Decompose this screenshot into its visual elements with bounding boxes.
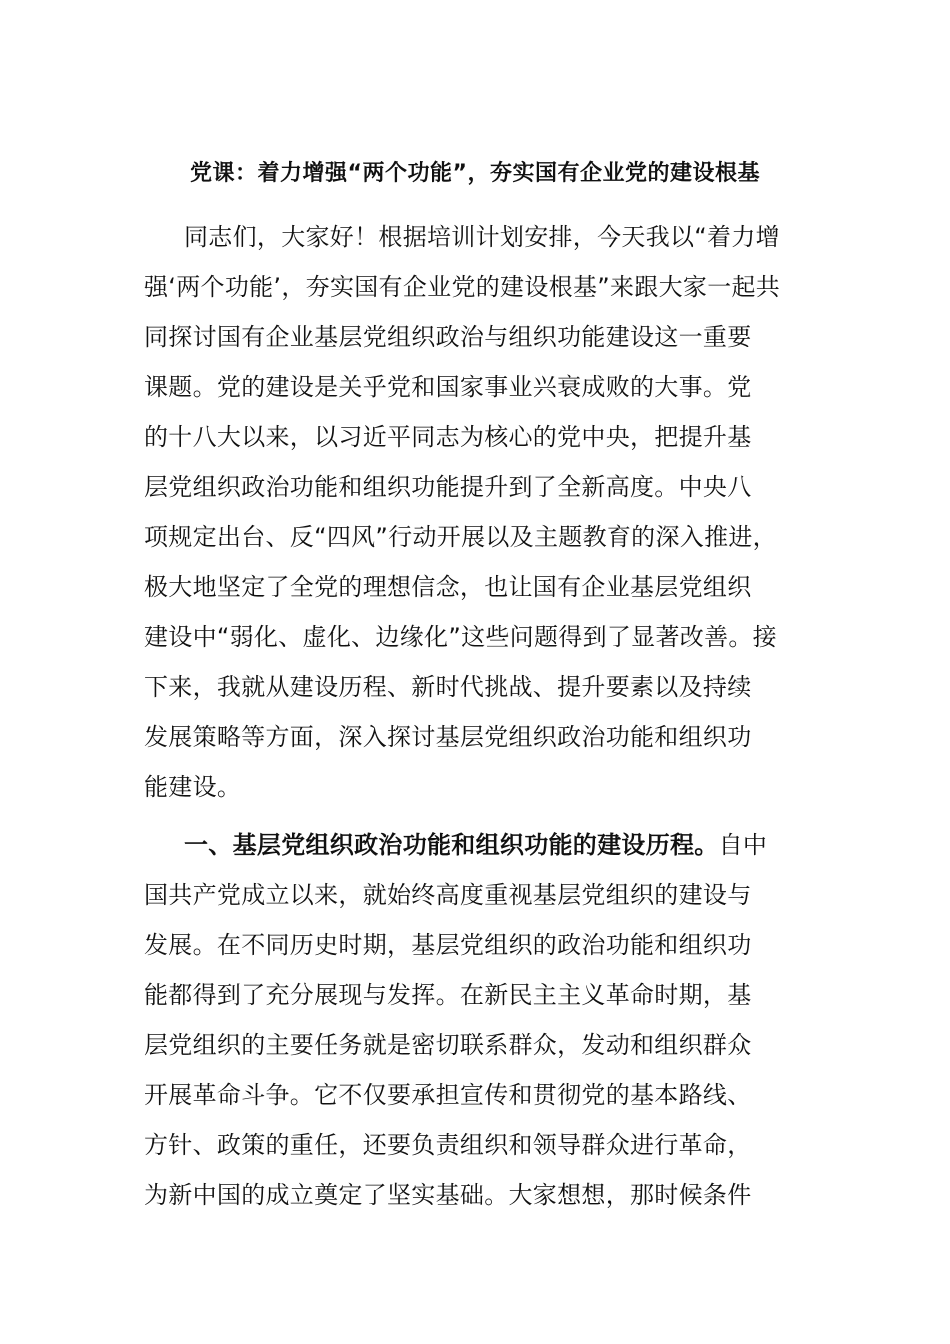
paragraph-intro <box>144 212 806 812</box>
text-line: 项规定出台、反“四风”行动开展以及主题教育的深入推进， <box>144 523 777 551</box>
text-line: 建设中“弱化、虚化、边缘化”这些问题得到了显著改善。接 <box>144 623 777 651</box>
text-line: 层党组织的主要任务就是密切联系群众，发动和组织群众 <box>144 1031 752 1059</box>
text-line: 下来，我就从建设历程、新时代挑战、提升要素以及持续 <box>144 673 752 701</box>
document-title: 党课：着力增强“两个功能”，夯实国有企业党的建设根基 <box>190 161 760 186</box>
text-line: 方针、政策的重任，还要负责组织和领导群众进行革命， <box>144 1131 752 1159</box>
text-line: 能建设。 <box>144 773 242 801</box>
text-line: 同探讨国有企业基层党组织政治与组织功能建设这一重要 <box>144 323 752 351</box>
text-line: 强‘两个功能’，夯实国有企业党的建设根基”来跟大家一起共 <box>144 273 781 301</box>
text-line: 发展策略等方面，深入探讨基层党组织政治功能和组织功 <box>144 723 752 751</box>
text-line: 能都得到了充分展现与发挥。在新民主主义革命时期，基 <box>144 981 752 1009</box>
text-line: 层党组织政治功能和组织功能提升到了全新高度。中央八 <box>144 473 752 501</box>
section-heading: 一、基层党组织政治功能和组织功能的建设历程。 <box>184 831 719 859</box>
text-line: 同志们，大家好！根据培训计划安排，今天我以“着力增 <box>184 223 780 251</box>
text-line: 国共产党成立以来，就始终高度重视基层党组织的建设与 <box>144 881 752 909</box>
text-line: 课题。党的建设是关乎党和国家事业兴衰成败的大事。党 <box>144 373 752 401</box>
text-line: 发展。在不同历史时期，基层党组织的政治功能和组织功 <box>144 931 752 959</box>
text-line: 为新中国的成立奠定了坚实基础。大家想想，那时候条件 <box>144 1181 752 1209</box>
text-line: 极大地坚定了全党的理想信念，也让国有企业基层党组织 <box>144 573 752 601</box>
section-heading-continuation: 自中 <box>718 831 768 859</box>
text-line: 的十八大以来，以习近平同志为核心的党中央，把提升基 <box>144 423 752 451</box>
text-line: 开展革命斗争。它不仅要承担宣传和贯彻党的基本路线、 <box>144 1081 752 1109</box>
text-line <box>144 820 806 870</box>
paragraph-section-one <box>144 820 806 1220</box>
